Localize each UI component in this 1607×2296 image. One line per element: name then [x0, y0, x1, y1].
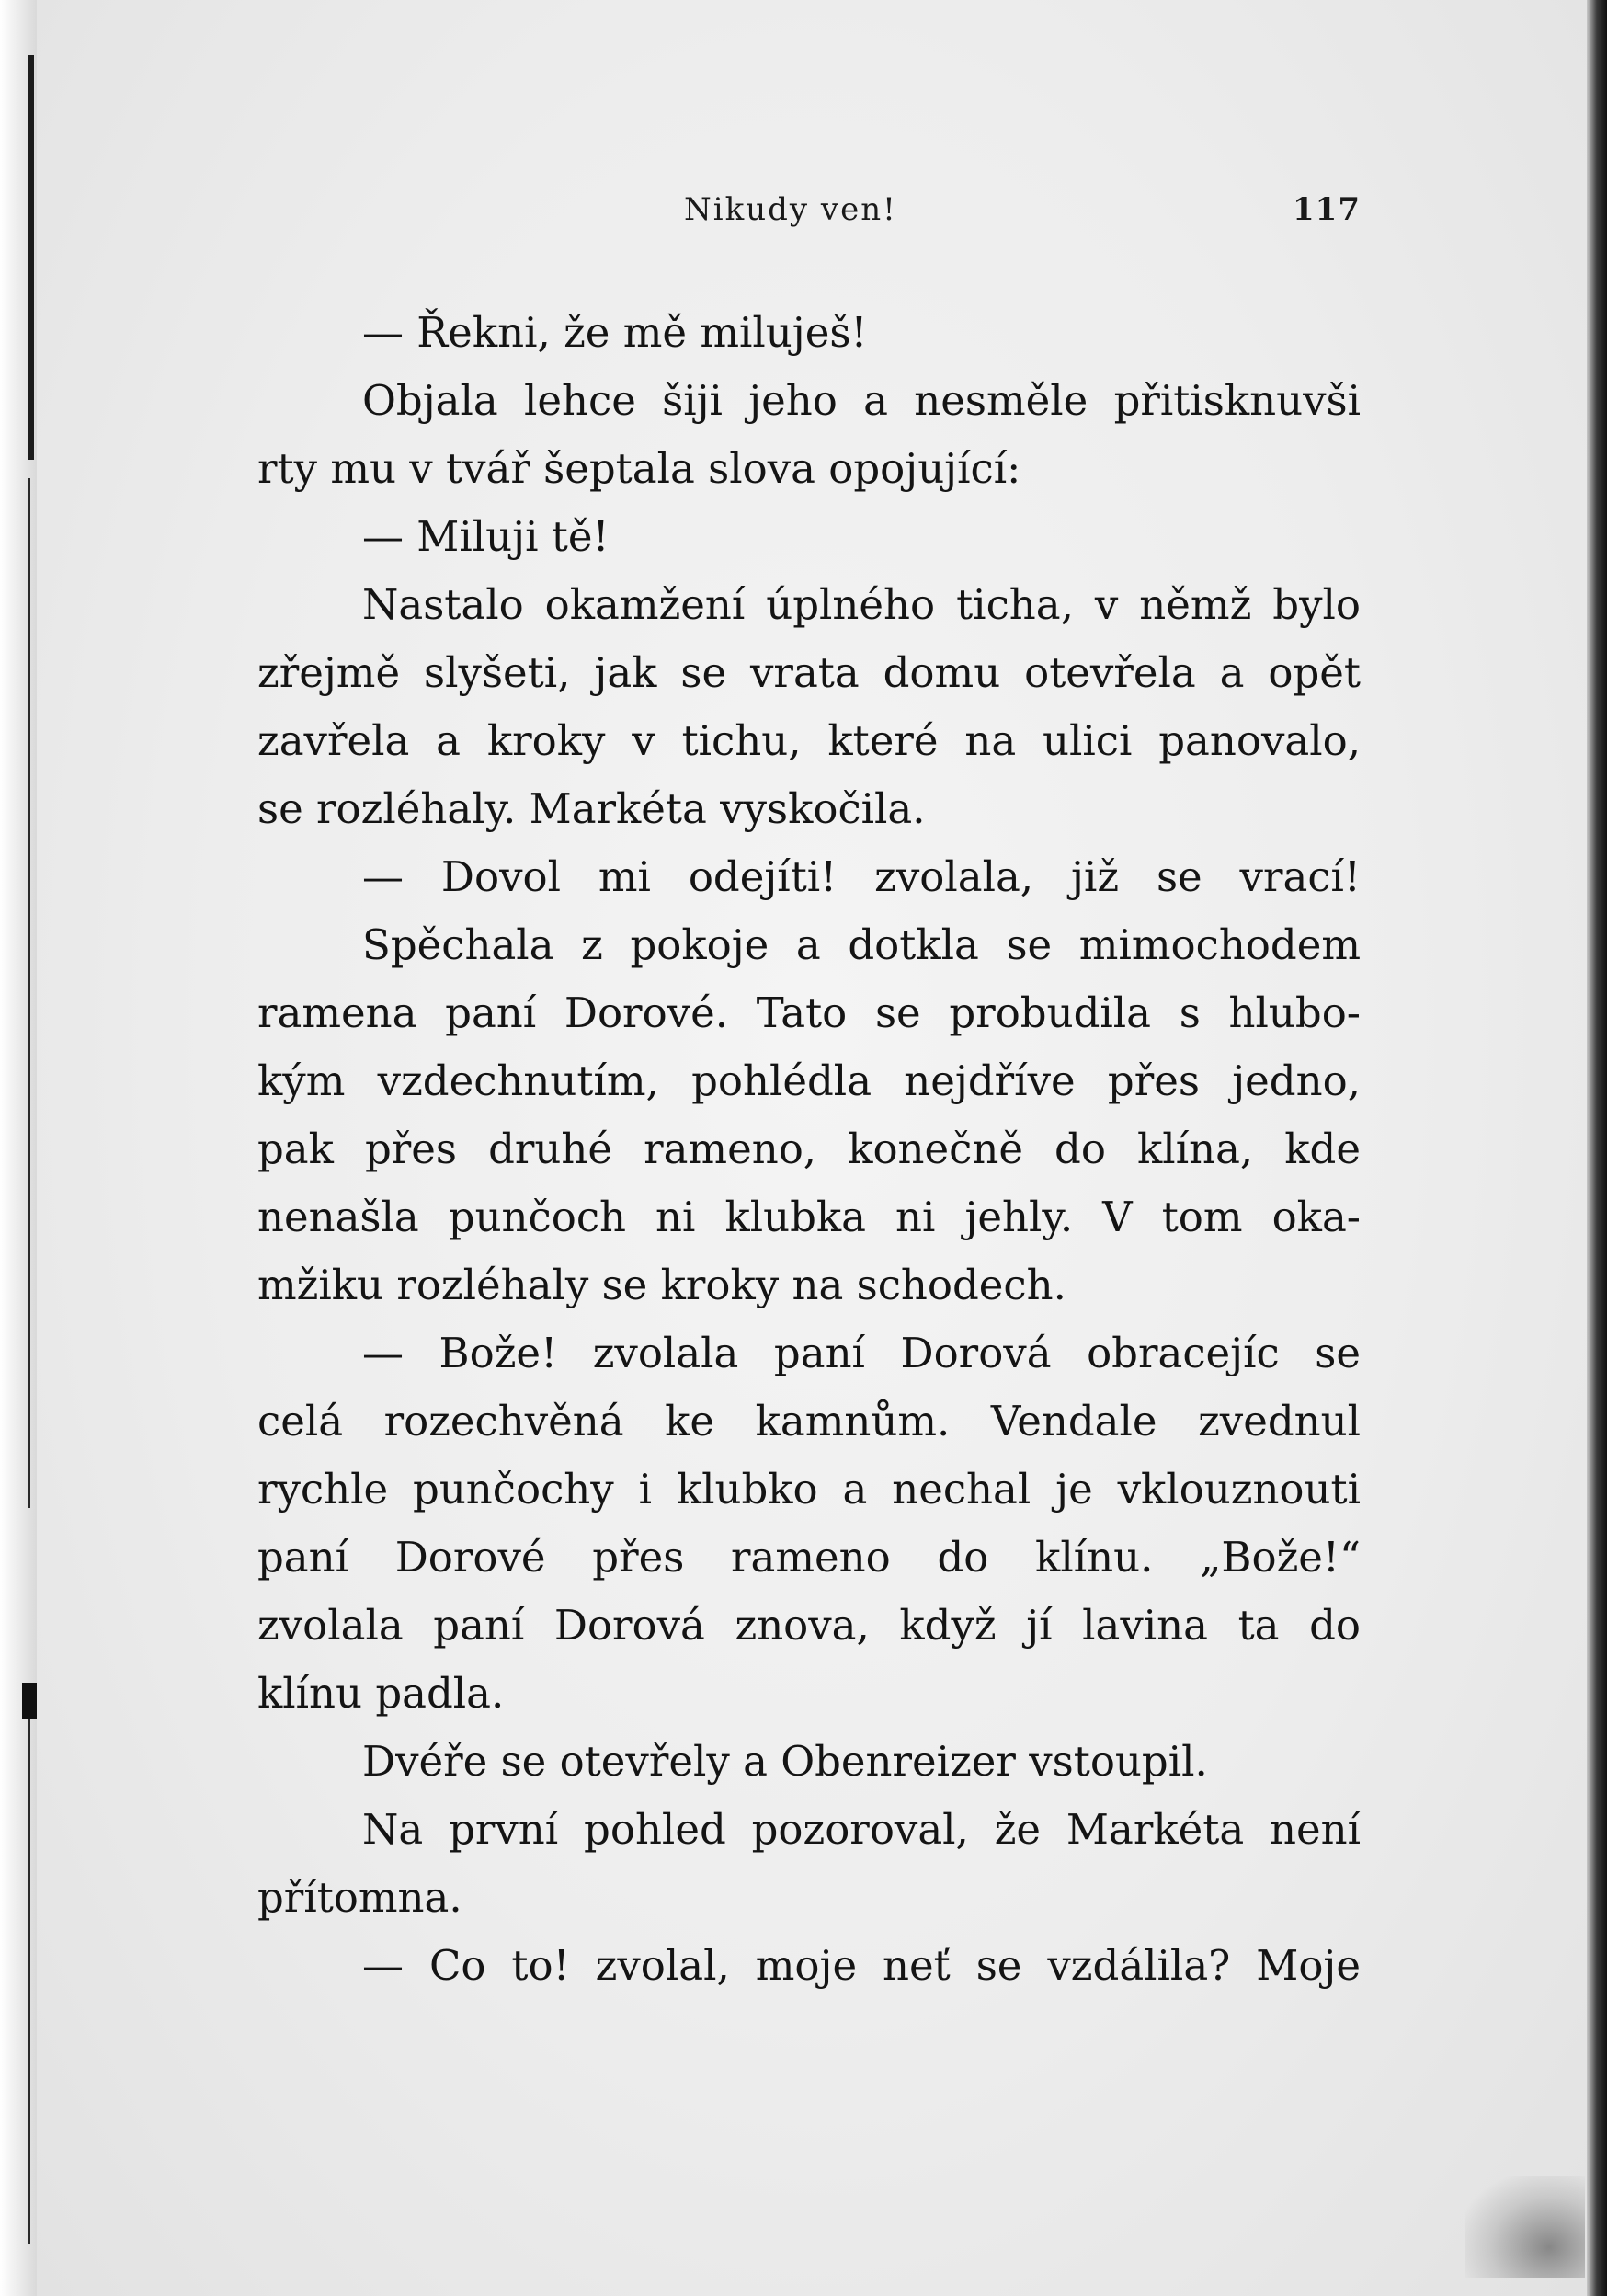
- running-header: [276, 191, 1361, 237]
- text-line: Objala lehce šiji jeho a nesměle přitisknuvši: [362, 376, 1361, 425]
- binding-shadow-line: [28, 55, 34, 460]
- paper-stain: [1465, 2176, 1585, 2278]
- text-line: Nastalo okamžení úplného ticha, v němž bylo: [362, 580, 1361, 629]
- text-line: kým vzdechnutím, pohlédla nejdříve přes jedno,: [257, 1057, 1361, 1105]
- binding-shadow-line: [28, 1692, 30, 2244]
- binding-shadow-line: [28, 478, 30, 1508]
- text-line: celá rozechvěná ke kamnům. Vendale zvednul: [257, 1397, 1361, 1445]
- text-line: zřejmě slyšeti, jak se vrata domu otevřela a opět: [257, 648, 1361, 697]
- text-line: — Řekni, že mě miluješ!: [362, 308, 868, 357]
- text-line: Dvéře se otevřely a Obenreizer vstoupil.: [362, 1737, 1208, 1786]
- binding-mark: [22, 1683, 37, 1719]
- body-text: [257, 299, 1361, 2000]
- text-line: paní Dorové přes rameno do klínu. „Bože!“: [257, 1533, 1361, 1582]
- text-line: klínu padla.: [257, 1669, 505, 1718]
- page-edge-shadow: [1587, 0, 1607, 2296]
- text-line: nenašla punčoch ni klubka ni jehly. V tom oka-: [257, 1193, 1361, 1241]
- page-number: 117: [1293, 191, 1361, 228]
- text-line: přítomna.: [257, 1873, 462, 1922]
- text-line: mžiku rozléhaly se kroky na schodech.: [257, 1261, 1066, 1309]
- text-line: Na první pohled pozoroval, že Markéta není: [362, 1805, 1361, 1854]
- text-line: — Miluji tě!: [362, 512, 610, 561]
- text-line: rty mu v tvář šeptala slova opojující:: [257, 444, 1021, 493]
- text-line: — Bože! zvolala paní Dorová obracejíc se: [362, 1329, 1361, 1377]
- text-line: Spěchala z pokoje a dotkla se mimochodem: [362, 920, 1361, 969]
- text-line: zavřela a kroky v tichu, které na ulici panovalo,: [257, 716, 1361, 765]
- text-line: ramena paní Dorové. Tato se probudila s hlubo-: [257, 988, 1361, 1037]
- text-line: rychle punčochy i klubko a nechal je vklouznouti: [257, 1465, 1361, 1514]
- text-line: — Co to! zvolal, moje neť se vzdálila? Moje: [362, 1941, 1361, 1990]
- running-title: Nikudy ven!: [684, 191, 897, 228]
- text-line: zvolala paní Dorová znova, když jí lavina ta do: [257, 1601, 1361, 1650]
- text-line: pak přes druhé rameno, konečně do klína, kde: [257, 1125, 1361, 1173]
- text-line: se rozléhaly. Markéta vyskočila.: [257, 784, 926, 833]
- text-line: — Dovol mi odejíti! zvolala, již se vrací!: [362, 852, 1361, 901]
